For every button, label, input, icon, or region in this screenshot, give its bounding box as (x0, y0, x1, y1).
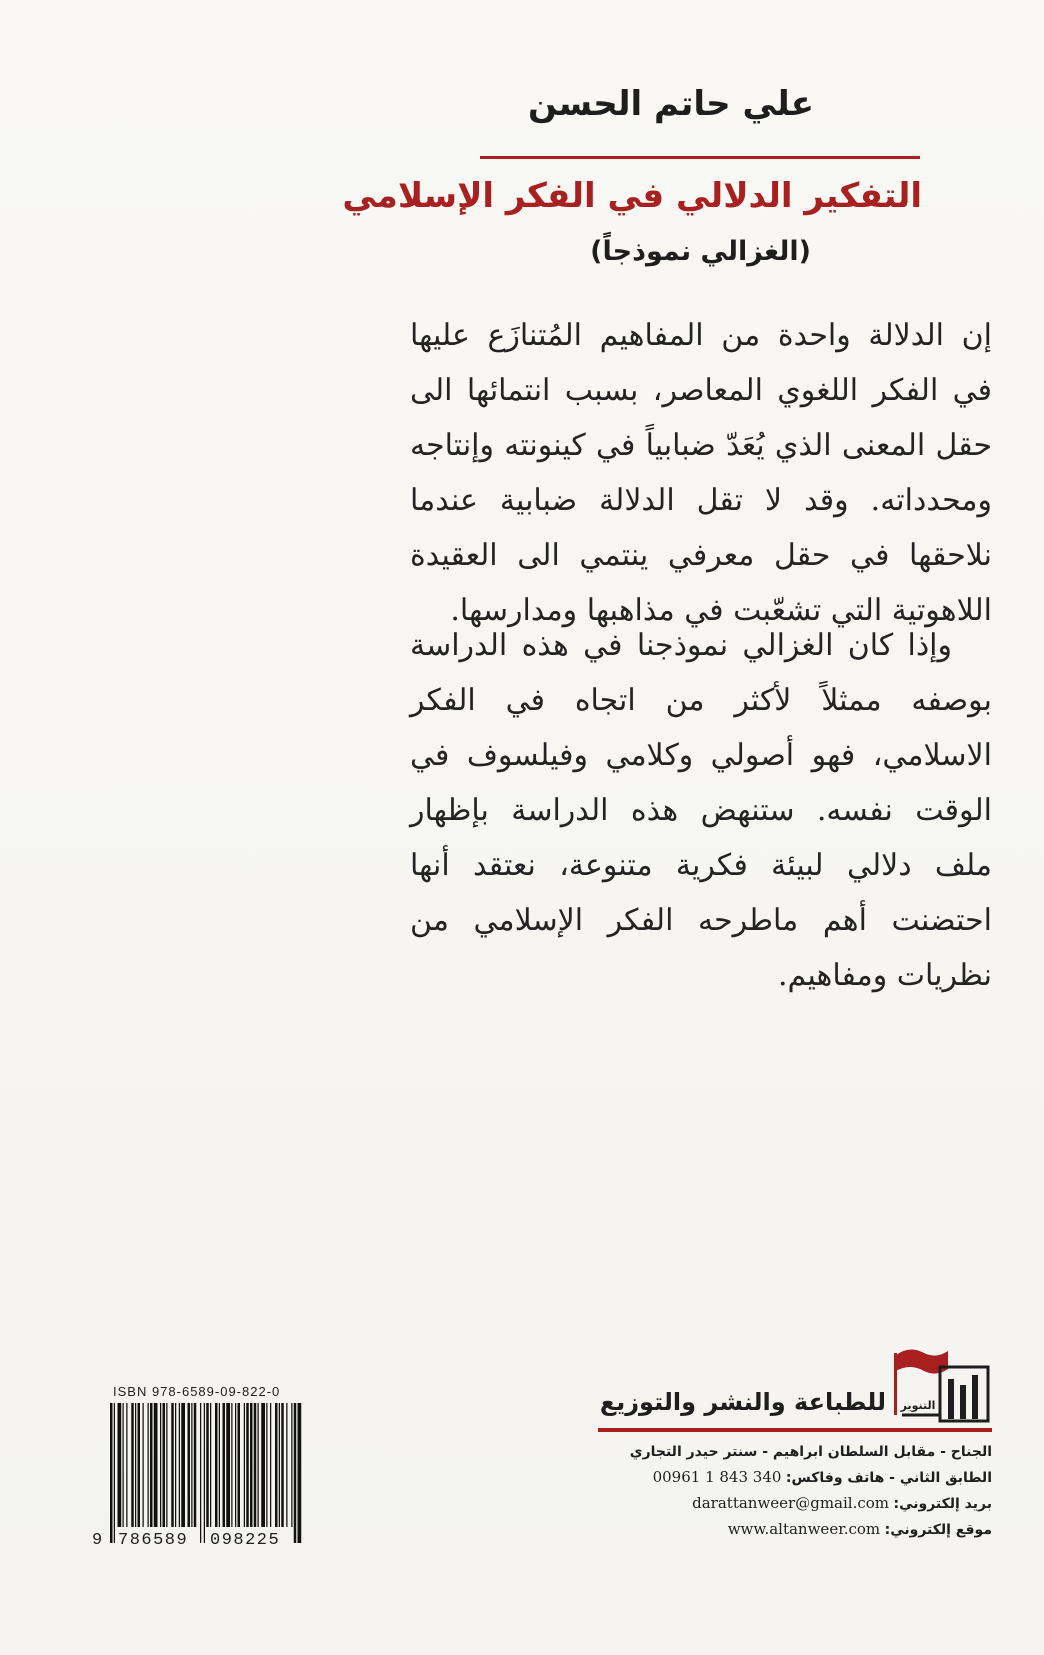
barcode-bar (219, 1403, 220, 1527)
email-line: بريد إلكتروني: darattanweer@gmail.com (692, 1494, 992, 1512)
barcode-bar (279, 1403, 280, 1527)
barcode-bar (258, 1403, 259, 1527)
barcode-bar (163, 1403, 166, 1527)
barcode-bar (261, 1403, 265, 1527)
website-address: www.altanweer.com (727, 1520, 881, 1538)
barcode-bar (154, 1403, 158, 1527)
publisher-logo-text: التنوير (900, 1399, 936, 1412)
barcode-bar (223, 1403, 226, 1527)
barcode-bar (275, 1403, 278, 1527)
blurb-paragraph-2: وإذا كان الغزالي نموذجنا في هذه الدراسة بوصفه ممثلاً لأكثر من اتجاه في الفكر الاسلامي، فهو أصولي وكلامي وفيلسوف في الوقت نفسه. ستنهض هذه الدراسة بإظهار ملف دلالي لبيئة فكرية متنوعة، نعتقد أنها احتضنت أهم ماطرحه الفكر الإسلامي من نظريات ومفاهيم. (410, 628, 992, 993)
barcode-bar (244, 1403, 245, 1527)
barcode-bar (179, 1403, 180, 1527)
barcode-bar (200, 1403, 201, 1543)
publisher-name: للطباعة والنشر والتوزيع (599, 1388, 886, 1416)
barcode-bar (226, 1403, 230, 1527)
barcode-bar (235, 1403, 236, 1527)
publisher-logo (888, 1345, 992, 1423)
barcode-bar (138, 1403, 141, 1527)
barcode-bar (206, 1403, 209, 1527)
book-title: التفكير الدلالي في الفكر الإسلامي (342, 176, 922, 216)
barcode-bar (215, 1403, 218, 1527)
phone-number: 00961 1 843 340 (652, 1468, 782, 1486)
barcode-bar (188, 1403, 191, 1527)
barcode-bar (181, 1403, 185, 1527)
barcode-bar (204, 1403, 205, 1543)
barcode-bar (291, 1403, 292, 1527)
barcode-bar (166, 1403, 167, 1527)
barcode-bar (160, 1403, 161, 1527)
barcode-bar (294, 1403, 297, 1543)
barcode-bar (191, 1403, 192, 1527)
website-line: موقع إلكتروني: www.altanweer.com (727, 1520, 992, 1538)
barcode-bar (194, 1403, 197, 1527)
barcode-bar (143, 1403, 144, 1527)
barcode-bar (114, 1403, 115, 1543)
barcode-bar (118, 1403, 122, 1527)
barcode-digit-first: 9 (92, 1531, 103, 1550)
barcode-bar (150, 1403, 153, 1527)
barcode-bar (123, 1403, 124, 1527)
address-line-1: الجناح - مقابل السلطان ابراهيم - سنتر حيدر التجاري (629, 1444, 992, 1460)
isbn-barcode (92, 1403, 308, 1548)
barcode-bar (231, 1403, 232, 1527)
email-address: darattanweer@gmail.com (692, 1494, 890, 1512)
publisher-contact-info (572, 1440, 992, 1543)
blurb-paragraph-1: إن الدلالة واحدة من المفاهيم المُتنازَع عليها في الفكر اللغوي المعاصر، بسبب انتمائها الى حقل المعنى الذي يُعَدّ ضبابياً في كينونته وإنتاجه ومحدداته. وقد لا تقل الدلالة ضبابية عندما نلاحقها في حقل معرفي ينتمي الى العقيدة اللاهوتية التي تشعّبت في مذاهبها ومدارسها. (410, 318, 992, 628)
barcode-bar (254, 1403, 257, 1527)
barcode-bar (270, 1403, 271, 1527)
barcode-bar (110, 1403, 113, 1543)
barcode-bar (298, 1403, 302, 1543)
barcode-bar (148, 1403, 149, 1527)
barcode-bar (126, 1403, 127, 1527)
isbn-label: ISBN 978-6589-09-822-0 (113, 1384, 281, 1399)
barcode-bar (238, 1403, 241, 1527)
barcode-bar (246, 1403, 249, 1527)
barcode-bar (281, 1403, 284, 1527)
barcode-bar (171, 1403, 174, 1527)
barcode-bar (175, 1403, 176, 1527)
barcode-bar (135, 1403, 136, 1527)
barcode-bar (286, 1403, 287, 1527)
title-divider (480, 156, 920, 159)
barcode-bar (250, 1403, 253, 1527)
author-name: علي حاتم الحسن (528, 84, 814, 124)
barcode-bar (131, 1403, 134, 1527)
barcode-bar (210, 1403, 211, 1527)
barcode-digits-left: 786589 (118, 1531, 189, 1550)
book-subtitle: (الغزالي نموذجاً) (590, 236, 811, 267)
barcode-bar (266, 1403, 267, 1527)
barcode-digits-right: 098225 (210, 1531, 281, 1550)
publisher-divider (598, 1428, 992, 1432)
address-line-2: الطابق الثاني - هاتف وفاكس: 00961 1 843 340 (652, 1468, 992, 1486)
